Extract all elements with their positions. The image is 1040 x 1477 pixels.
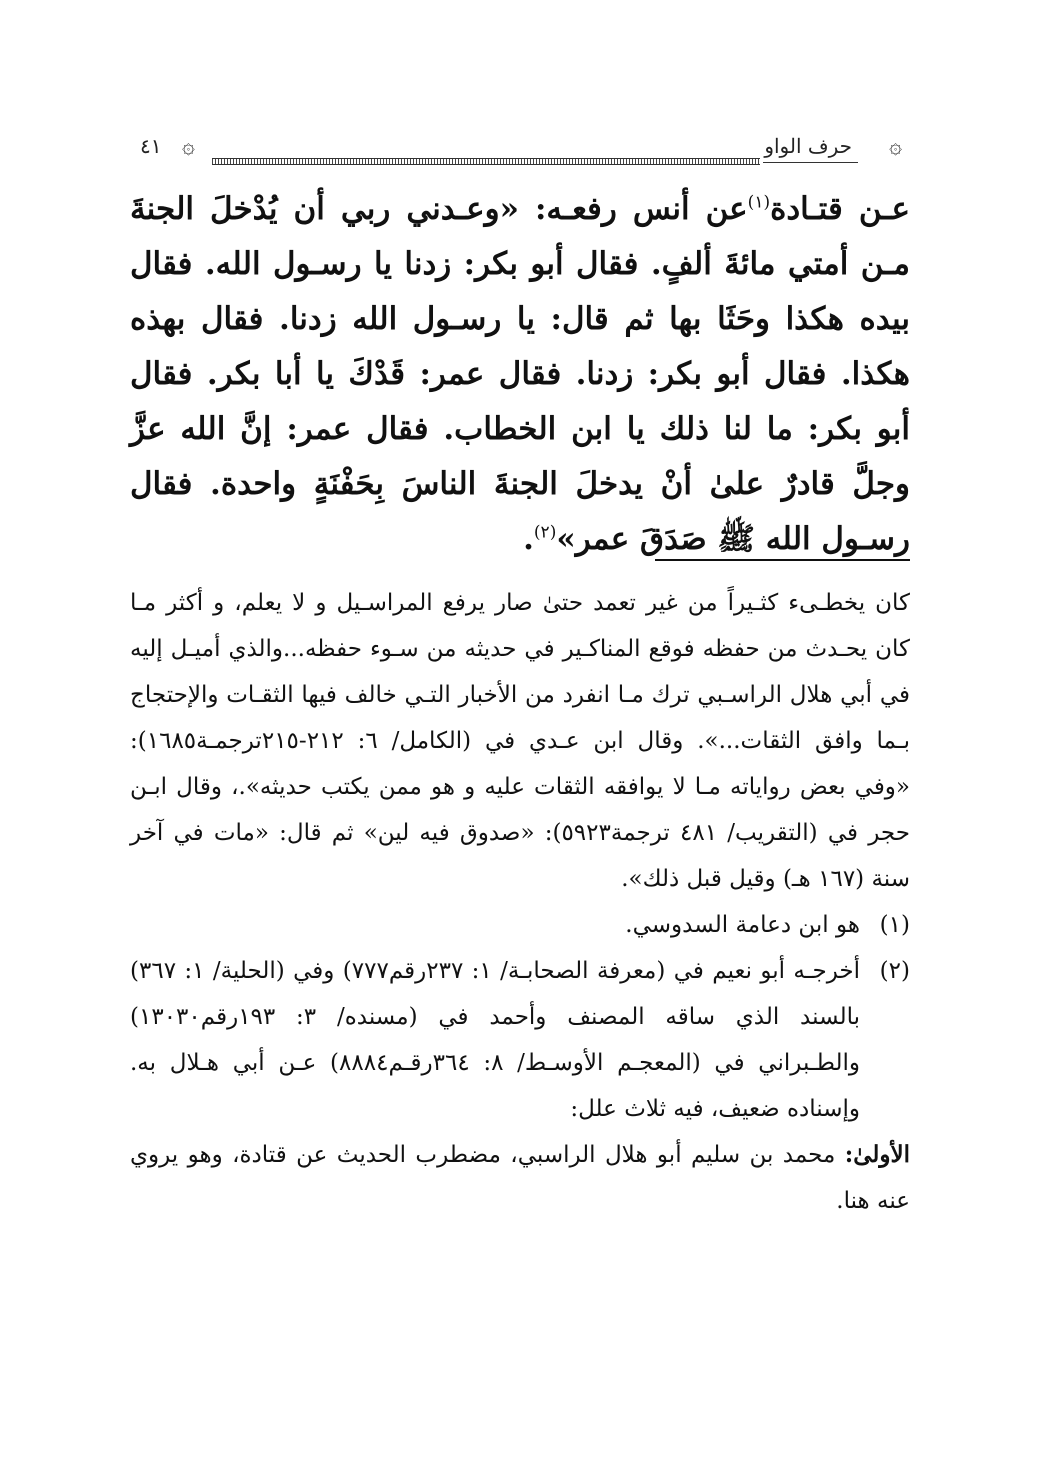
footnote-ref-2[interactable]: (٢) (533, 522, 557, 543)
main-text (130, 182, 910, 567)
footnotes (130, 580, 910, 1224)
hadith-paragraph (130, 182, 910, 567)
footnote-1 (130, 902, 910, 948)
illness-1 (130, 1132, 910, 1224)
footnote-continuation: كان يخطـىء كثـيراً من غير تعمد حتىٰ صار يرفع المراسـيل و لا يعلم، و أكثر مـا كان يحـدث من حفظه فوقع المناكـير في حديثه من سـوء حفظه...والذي أميـل إليه في أبي هلال الراسـبي ترك مـا انفرد من الأخبار التـي خالف فيها الثقـات والإحتجاج بـما وافق الثقات...». وقال ابن عـدي في (الكامل/ ٦: ٢١٢-٢١٥ترجمـة١٦٨٥): «وفي بعض رواياته مـا لا يوافقه الثقات عليه و هو ممن يكتب حديثه».، وقال ابـن حجر في (التقريب/ ٤٨١ ترجمة٥٩٢٣): «صدوق فيه لين» ثم قال: «مات في آخر سنة (١٦٧ هـ) وقيل قبل ذلك». (130, 590, 911, 892)
illness-1-text: محمد بن سليم أبو هلال الراسبي، مضطرب الحديث عن قتادة، وهو يروي عنه هنا. (130, 1142, 910, 1214)
hadith-text-end: . (523, 521, 534, 557)
footnote-separator (655, 559, 910, 561)
footnote-ref-1[interactable]: (١) (747, 192, 771, 213)
header-ornament-left: ۞ (182, 134, 195, 159)
page-number: ٤١ (140, 134, 162, 158)
footnote-2-number: (٢) (879, 958, 910, 984)
header-ornament-right: ۞ (889, 134, 902, 159)
header-title: حرف الواو (764, 134, 852, 158)
footnote-1-number: (١) (879, 912, 910, 938)
illness-1-label: الأولىٰ: (844, 1141, 910, 1168)
header-rule (212, 158, 760, 165)
footnote-1-text: هو ابن دعامة السدوسي. (625, 912, 860, 938)
footnote-2-text: أخرجـه أبو نعيم في (معرفة الصحابـة/ ١: ٢٣٧رقم٧٧٧) وفي (الحلية/ ١: ٣٦٧) بالسند الذي ساقه المصنف وأحمد في (مسنده/ ٣: ١٩٣رقم١٣٠٣٠) والطـبراني في (المعجـم الأوسـط/ ٨: ٣٦٤رقـم٨٨٨٤) عـن أبي هـلال به. وإسناده ضعيف، فيه ثلاث علل: (130, 958, 861, 1122)
hadith-text-start: عـن قتـادة (770, 191, 910, 227)
footnote-2 (130, 948, 910, 1132)
hadith-text-body: عن أنس رفعـه: «وعـدني ربي أن يُدْخلَ الجنةَ مـن أمتي مائةَ ألفٍ. فقال أبو بكر: زدنا يا رسـول الله. فقال بيده هكذا وحَثَا بها ثم قال: يا رسـول الله زدنا. فقال بهذه هكذا. فقال أبو بكر: زدنا. فقال عمر: قَدْكَ يا أبا بكر. فقال أبو بكر: ما لنا ذلك يا ابن الخطاب. فقال عمر: إنَّ الله عزَّ وجلَّ قادرٌ علىٰ أنْ يدخلَ الجنةَ الناسَ بِحَفْنَةٍ واحدة. فقال رسـول الله ﷺ صَدَقَ عمر» (130, 191, 910, 557)
header-rule-end (763, 162, 858, 163)
running-header (130, 128, 910, 172)
